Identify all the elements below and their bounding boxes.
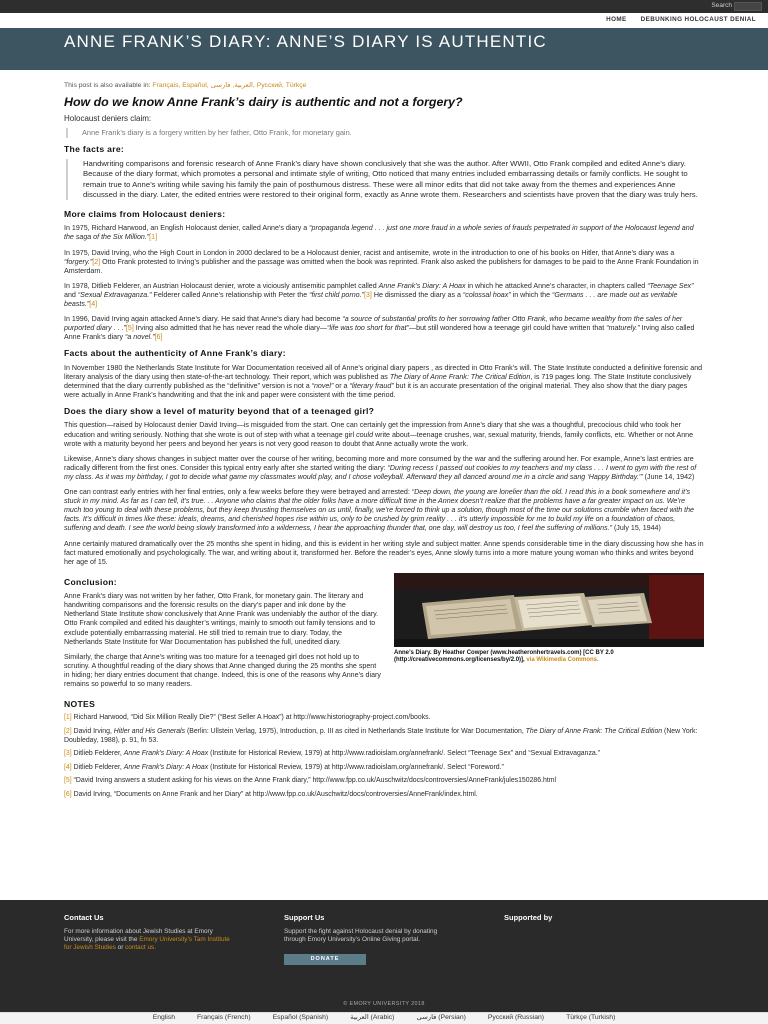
lang-turkish[interactable]: Türkçe (Turkish) (566, 1014, 616, 1021)
facts-heading: The facts are: (64, 143, 125, 154)
language-bar (0, 1012, 768, 1024)
photo-caption: Anne’s Diary. By Heather Cowper (www.heatheronhertravels.com) [CC BY 2.0 (http://creativecommons.org/licenses/by/2.0)], via Wikimedia Commons. (394, 649, 614, 663)
note-ref-5[interactable]: [5] (64, 777, 72, 785)
footnote-ref-5[interactable]: [5] (125, 324, 134, 333)
page-title: ANNE FRANK’S DIARY: ANNE’S DIARY IS AUTHENTIC (64, 32, 547, 51)
maturity-heading: Does the diary show a level of maturity beyond that of a teenaged girl? (64, 406, 375, 417)
lang-spanish[interactable]: Español (Spanish) (272, 1014, 329, 1021)
search-label: Search (711, 2, 732, 9)
lang-french[interactable]: Français (French) (196, 1014, 251, 1021)
availability-prefix: This post is also available in: (64, 82, 151, 89)
conclusion-section (64, 573, 704, 695)
lang-russian[interactable]: Русский (Russian) (487, 1014, 545, 1021)
footer-contact-text: For more information about Jewish Studies at Emory University, please visit the Emory University’s Tam Institute for Jewish Studies or contact us. (64, 928, 230, 951)
note-2: [2] David Irving, Hitler and His Generals (Berlin: Ullstein Verlag, 1975), Introduction, p. III as cited in Netherlands State Institute for War Documentation, The Diary of Anne Frank: The Critical Edition (New York: Doubleday, 1988), p. 91, fn 53. (64, 728, 698, 744)
note-ref-3[interactable]: [3] (64, 750, 72, 758)
lang-arabic[interactable]: العربية (Arabic) (350, 1014, 395, 1021)
claim-paragraph-felderer: In 1978, Ditlieb Felderer, an Austrian Holocaust denier, wrote a viciously antisemitic pamphlet called Anne Frank’s Diary: A Hoax in which he attacked Anne’s character, in chapters called “Teenage Sex” and “Sexual Extravaganza.” Felderer called Anne’s relationship with Peter the “first child porno.”[3] He dismissed the diary as a “colossal hoax” in which the “Germans . . . are made out as veritable beasts.”[4] (64, 281, 694, 309)
more-claims-heading: More claims from Holocaust deniers: (64, 209, 226, 220)
claim-paragraph-irving-1975: In 1975, David Irving, who the High Court in London in 2000 declared to be a Holocaust denier, racist and antisemite, wrote in the introduction to one of his books on Hitler, that Anne’s diary was a “forgery.”[2] Otto Frank protested to Irving’s publisher and the passage was omitted when the book was reprinted. Frank also asked the publishers for damages to be paid to the Anne Frank Foundation in Amsterdam. (64, 248, 699, 275)
maturity-paragraph-2: Likewise, Anne’s diary shows changes in subject matter over the course of her writing, becoming more and more consumed by the war and the suffering around her. For example, Anne’s last entries are radically different from the first ones. Consider this typical entry early after she started writing the diary: “During recess I passed out cookies to my teachers and my class . . . I went to gym with the rest of my class. As it was my birthday, I got to decide what game my classmates would play, and I chose volleyball. Afterward they all danced around me in a circle and sang ‘Happy Birthday.’” (June 14, 1942) (64, 454, 697, 481)
note-5: [5] “David Irving answers a student asking for his views on the Anne Frank diary,” http://www.fpp.co.uk/Auschwitz/docs/controversies/AnneFrank/jules150286.html (64, 777, 557, 785)
top-utility-bar (0, 0, 768, 13)
note-4: [4] Ditlieb Felderer, Anne Frank’s Diary: A Hoax (Institute for Historical Review, 1979) at http://www.radioislam.org/annefrank/. Select “Foreword.” (64, 763, 504, 771)
footer-contact (64, 914, 234, 952)
facts-quote: Handwriting comparisons and forensic research of Anne Frank’s diary have shown conclusively that she was the author. After WWII, Otto Frank compiled and edited Anne’s diary. Because of the diary format, which promotes a personal and intimate style of writing, Otto noticed that many entries included embarrassing details or family conflicts. He sought to remain true to Anne’s writing while saving his family the pain of posthumous distress. These were all minor edits that did not take away from the themes and experiences Anne discussed in the diary. Later, the edited entries were restored to their original form, exactly as Anne wrote them. Researchers and scientists have proven that the diary was truly hers. (66, 159, 704, 200)
site-footer (0, 900, 768, 1012)
conclusion-heading: Conclusion: (64, 576, 117, 587)
maturity-paragraph-1: This question—raised by Holocaust denier David Irving—is misguided from the start. One can certainly get the impression from Anne’s diary that she was a thoughtful, precocious child who took her education and writing seriously. Nothing that she wrote is out of step with what a teenage girl could write about—teenage crushes, war, sexual maturity, friends, family conflicts, etc. Whether or not Anne wrote with a maturity beyond her peers and beyond her years is not very good reason to doubt that Anne actually wrote the work. (64, 421, 694, 448)
footnote-ref-2[interactable]: [2] (92, 257, 101, 266)
notes-heading: NOTES (64, 699, 96, 710)
maturity-paragraph-3: One can contrast early entries with her final entries, only a few weeks before they were betrayed and arrested: “Deep down, the young are lonelier than the old. I read this in a book somewhere and it’s stuck in my mind. As far as I can tell, it’s true. . . Anyone who claims that the older folks have a more difficult time in the Annex doesn’t realize that the problems have a far greater impact on us. We’re much too young to deal with these problems, but they keep thrusting themselves on us until, finally, we’re forced to think up a solution, though most of the time our solutions crumble when faced with the facts. It’s difficult in times like these: ideals, dreams, and cherished hopes rise within us, only to be crushed by grim reality . . . it’s utterly impossible for me to build my life on a foundation of chaos, suffering and death. I see the world being slowly transformed into a wilderness, I hear the approaching thunder that, one day, will destroy us too, I feel the suffering of millions.” (July 15, 1944) (64, 488, 694, 533)
search-input[interactable] (734, 2, 762, 11)
footnote-ref-6[interactable]: [6] (154, 333, 163, 342)
language-availability (64, 82, 704, 91)
footer-support (284, 914, 454, 965)
diary-photo-illustration (394, 573, 704, 647)
conclusion-paragraph-2: Similarly, the charge that Anne’s writing was too mature for a teenaged girl does not hold up to scrutiny. A thoughtful reading of the diary shows that Anne changed during the 25 months she spent in hiding; her diary entries document that change. Indeed, this is one of the reasons why Anne’s diary remains so powerful to so many readers. (64, 652, 381, 688)
note-ref-1[interactable]: [1] (64, 714, 72, 722)
note-6: [6] David Irving, “Documents on Anne Frank and her Diary” at http://www.fpp.co.uk/Auschwitz/docs/controversies/AnneFrank/index.html. (64, 790, 478, 798)
note-ref-2[interactable]: [2] (64, 728, 72, 735)
main-question: How do we know Anne Frank’s dairy is authentic and not a forgery? (64, 94, 463, 109)
authenticity-heading: Facts about the authenticity of Anne Frank’s diary: (64, 348, 286, 359)
note-1: [1] Richard Harwood, “Did Six Million Really Die?” (“Best Seller A Hoax”) at http://www.historiography-project.com/books. (64, 714, 431, 722)
hero-banner (0, 28, 768, 70)
authenticity-paragraph: In November 1980 the Netherlands State Institute for War Documentation received all of Anne’s original diary papers , as directed in Otto Frank’s will. The State Institute conducted a definitive forensic and literary analysis of the diary using then state-of-the-art technology. Their report, which was published as The Diary of Anne Frank: The Critical Edition, is 719 pages long. The State Institute conclusively determined that the diary currently published as the “definitive” version is not a “novel” or a “literary fraud” but it is an accurate presentation of the original material. They also show that the diary pages were actually in Anne Frank’s handwriting and that the ink and paper were consistent with the time period. (64, 363, 703, 400)
claim-paragraph-irving-1996: In 1996, David Irving again attacked Anne’s diary. He said that Anne’s diary had become “a source of substantial profits to her sorrowing father Otto Frank, who became wealthy from the sales of her purported diary . . .”[5] Irving also admitted that he has never read the whole diary—“life was too short for that”—but still wondered how a teenage girl could have written that “maturely.” Irving also called Anne Frank’s diary “a novel.”[6] (64, 315, 695, 342)
footer-support-heading: Support Us (284, 913, 325, 922)
contact-us-link[interactable]: contact us. (125, 944, 156, 951)
lang-english[interactable]: English (152, 1014, 175, 1021)
note-3: [3] Ditlieb Felderer, Anne Frank’s Diary: A Hoax (Institute for Historical Review, 1979) at http://www.radioislam.org/annefrank/. Select “Teenage Sex” and “Sexual Extravaganza.” (64, 750, 600, 758)
note-ref-6[interactable]: [6] (64, 790, 72, 798)
wikimedia-link[interactable]: via Wikimedia Commons. (526, 656, 599, 663)
conclusion-paragraph-1: Anne Frank’s diary was not written by her father, Otto Frank, for monetary gain. The literary and handwriting comparisons and the forensic results on the diary’s paper and ink done by the Netherland State Institute show conclusively that Anne Frank was undeniably the author of the diary. Otto Frank compiled and edited his daughter’s writings, mainly to smooth out family tensions and to exclude potentially embarrassing material. He still tried to remain true to diary. Today, the Netherlands State Institute for War Documentation has published the full, unedited diary. (64, 592, 379, 646)
notes-section (64, 699, 704, 800)
maturity-paragraph-4: Anne certainly matured dramatically over the 25 months she spent in hiding, and this is evident in her writing style and subject matter. Anne spends considerable time in the diary discussing how she has in fact matured emotionally and psychologically. The war, and writing about it, transformed her. Before the reader’s eyes, Anne slowly turns into a more mature young woman who thinks and writes beyond her age of 15. (64, 539, 704, 566)
nav-debunking[interactable]: DEBUNKING HOLOCAUST DENIAL (640, 16, 756, 23)
note-ref-4[interactable]: [4] (64, 763, 72, 771)
donate-button[interactable]: DONATE (284, 954, 366, 965)
diary-photo (394, 573, 704, 647)
footnote-ref-1[interactable]: [1] (149, 233, 158, 242)
deniers-claim-label: Holocaust deniers claim: (64, 113, 152, 123)
footer-contact-heading: Contact Us (64, 913, 104, 922)
claim-paragraph-harwood: In 1975, Richard Harwood, an English Holocaust denier, called Anne’s diary a “propaganda legend . . . just one more fraud in a whole series of frauds perpetrated in support of the Holocaust legend and the saga of the Six Million.”[1] (64, 224, 694, 242)
footnote-ref-3[interactable]: [3] (363, 290, 372, 299)
tam-institute-link[interactable]: Emory University’s Tam Institute for Jewish Studies (64, 936, 230, 951)
deniers-claim-quote: Anne Frank’s diary is a forgery written by her father, Otto Frank, for monetary gain. (66, 128, 704, 138)
footnote-ref-4[interactable]: [4] (89, 300, 98, 309)
footer-support-text: Support the fight against Holocaust denial by donating through Emory University’s Online Giving portal. (284, 928, 438, 943)
lang-persian[interactable]: فارسی (Persian) (416, 1014, 466, 1021)
footer-supported-by (504, 914, 674, 928)
nav-home[interactable]: HOME (606, 16, 627, 23)
copyright: © EMORY UNIVERSITY 2018 (343, 1000, 425, 1007)
footer-supported-heading: Supported by (504, 913, 553, 922)
availability-languages-link[interactable]: Français, Español, العربية, فارسی, Русский, Türkçe (152, 82, 307, 89)
main-navbar (0, 13, 768, 28)
article-content (64, 82, 704, 805)
